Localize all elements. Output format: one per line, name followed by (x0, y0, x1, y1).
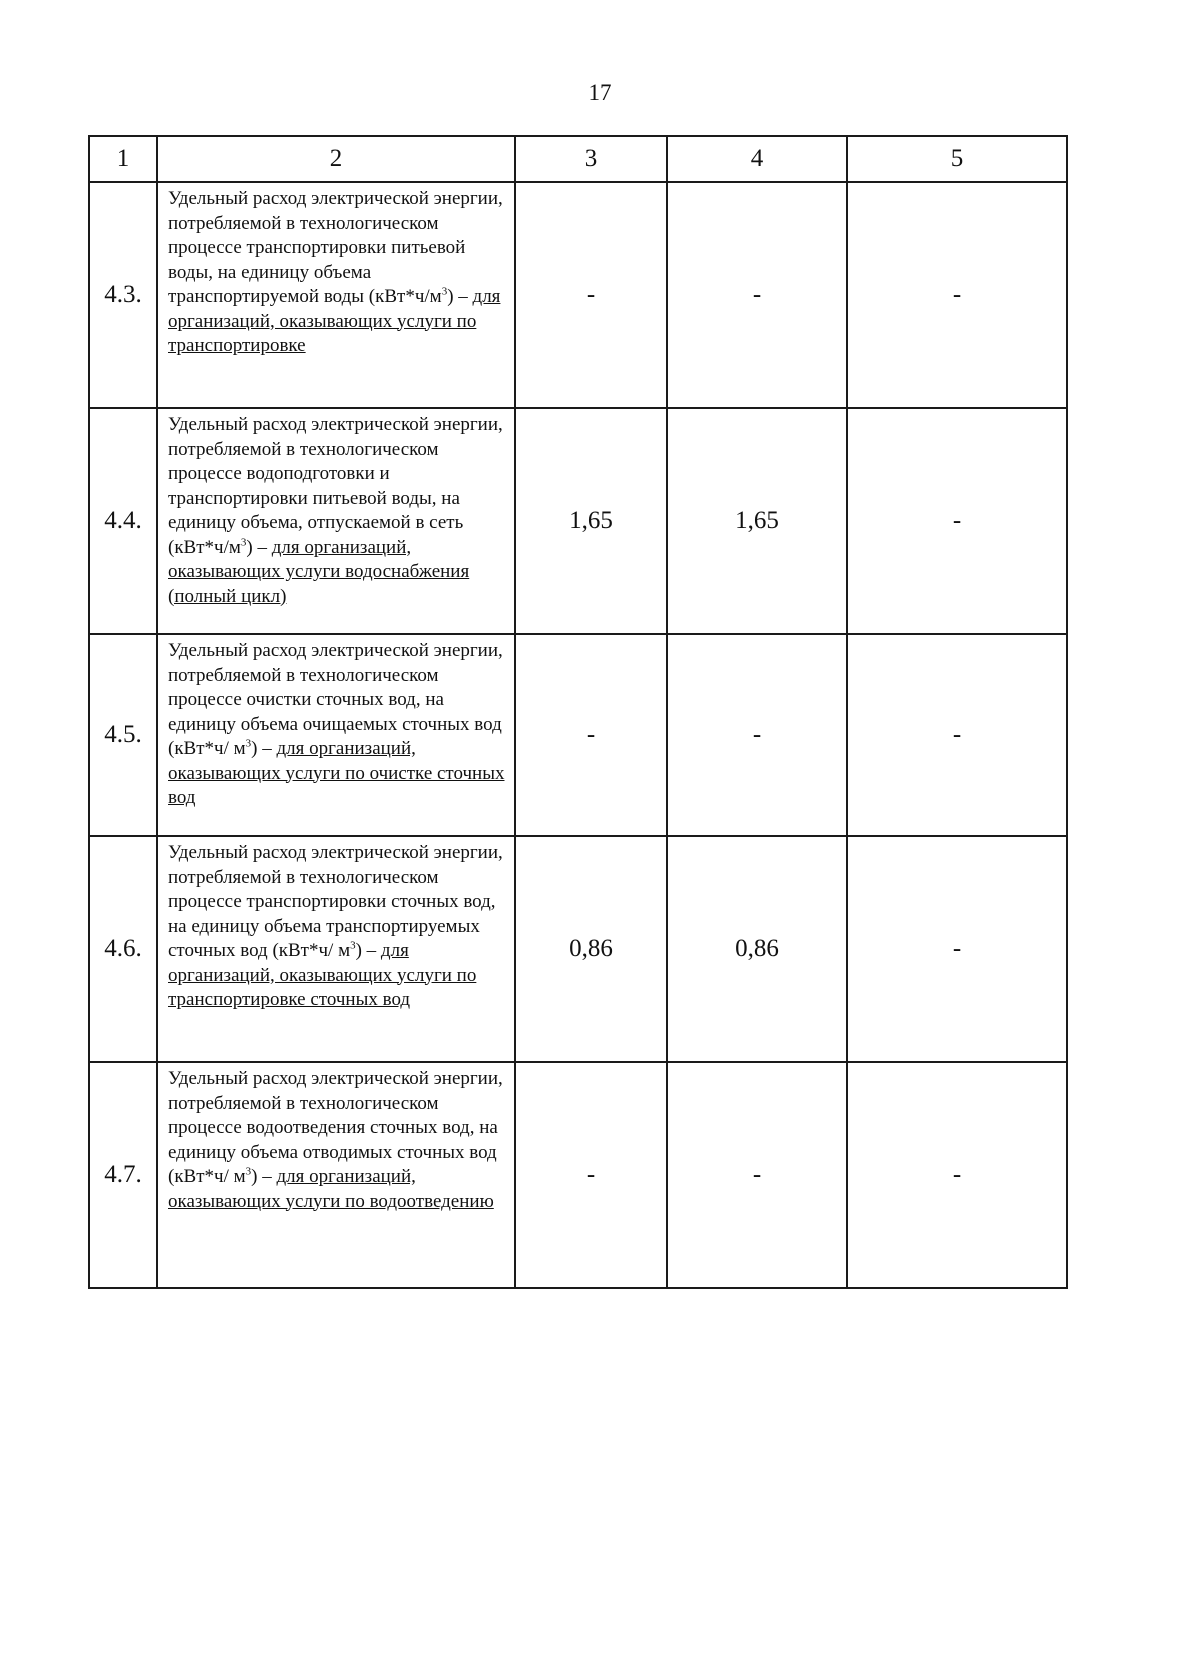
value-col5: - (847, 182, 1067, 408)
table-header-row (89, 136, 1067, 182)
header-cell: 3 (515, 136, 667, 182)
value-col4: - (667, 182, 847, 408)
description-text: ) – (251, 1166, 277, 1187)
header-cell: 4 (667, 136, 847, 182)
value-col5: - (847, 836, 1067, 1062)
page-number: 17 (588, 80, 612, 105)
superscript: 3 (245, 737, 252, 750)
row-number: 4.6. (89, 836, 157, 1062)
table-row (89, 1062, 1067, 1288)
indicator-table (88, 135, 1068, 1289)
table-row (89, 836, 1067, 1062)
superscript: 3 (441, 285, 448, 298)
value-col3: - (515, 1062, 667, 1288)
description-scope: для организаций, оказывающих услуги по очистке сточных вод (168, 738, 505, 808)
table-row (89, 408, 1067, 634)
row-description (157, 182, 515, 408)
value-col4: - (667, 1062, 847, 1288)
superscript: 3 (245, 1165, 252, 1178)
value-col5: - (847, 408, 1067, 634)
header-cell: 5 (847, 136, 1067, 182)
row-number: 4.3. (89, 182, 157, 408)
row-number: 4.7. (89, 1062, 157, 1288)
description-scope: для организаций, оказывающих услуги по транспортировке сточных вод (168, 940, 477, 1010)
value-col3: 1,65 (515, 408, 667, 634)
description-text: ) – (251, 738, 277, 759)
value-col3: - (515, 182, 667, 408)
value-col5: - (847, 1062, 1067, 1288)
value-col5: - (847, 634, 1067, 836)
table-row (89, 634, 1067, 836)
description-scope: для организаций, оказывающих услуги по транспортировке (168, 286, 501, 356)
value-col4: - (667, 634, 847, 836)
description-text: ) – (447, 286, 473, 307)
description-text: ) – (246, 536, 272, 558)
header-cell: 2 (157, 136, 515, 182)
row-description (157, 634, 515, 836)
row-number: 4.5. (89, 634, 157, 836)
description-scope: для организаций, оказывающих услуги по водоотведению (168, 1166, 494, 1212)
description-text: Удельный расход электрической энергии, потребляемой в технологическом процессе транспортировки сточных вод, на единицу объема транспортируемых сточных вод (кВт*ч/ м (168, 842, 503, 961)
row-description (157, 836, 515, 1062)
description-scope: для организаций, оказывающих услуги водоснабжения (полный цикл) (168, 536, 470, 607)
description-text: Удельный расход электрической энергии, потребляемой в технологическом процессе очистки сточных вод, на единицу объема очищаемых сточных вод (кВт*ч/ м (168, 640, 503, 759)
row-description (157, 408, 515, 634)
value-col3: 0,86 (515, 836, 667, 1062)
row-description (157, 1062, 515, 1288)
table-row (89, 182, 1067, 408)
description-text: Удельный расход электрической энергии, потребляемой в технологическом процессе водоподготовки и транспортировки питьевой воды, на единицу объема, отпускаемой в сеть (кВт*ч/м (168, 414, 503, 558)
description-text: Удельный расход электрической энергии, потребляемой в технологическом процессе водоотведения сточных вод, на единицу объема отводимых сточных вод (кВт*ч/ м (168, 1068, 503, 1187)
value-col4: 1,65 (667, 408, 847, 634)
row-number: 4.4. (89, 408, 157, 634)
header-cell: 1 (89, 136, 157, 182)
description-text: Удельный расход электрической энергии, потребляемой в технологическом процессе транспортировки питьевой воды, на единицу объема транспортируемой воды (кВт*ч/м (168, 188, 503, 307)
value-col4: 0,86 (667, 836, 847, 1062)
superscript: 3 (240, 536, 247, 549)
value-col3: - (515, 634, 667, 836)
superscript: 3 (350, 939, 356, 952)
description-text: ) – (355, 940, 381, 961)
